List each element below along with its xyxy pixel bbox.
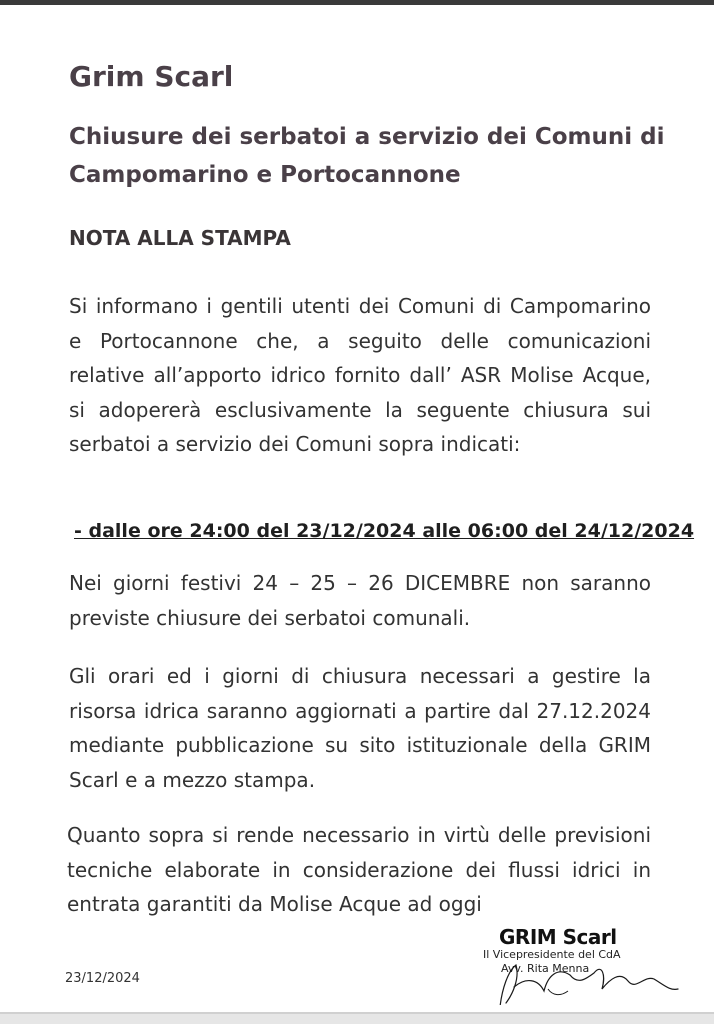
stamp-name: Avv. Rita Menna xyxy=(501,962,590,975)
page-bottom-border xyxy=(0,1014,714,1024)
paragraph-intro: Si informano i gentili utenti dei Comuni di Campomarino e Portocannone che, a seguito delle comunicazioni relative all’apporto idrico fornito dall’ ASR Molise Acque, si adopererà esclusivamente la seguente chiusura sui serbatoi a servizio dei Comuni sopra indicati: xyxy=(69,294,651,456)
document-date: 23/12/2024 xyxy=(65,971,140,986)
paragraph-holidays: Nei giorni festivi 24 – 25 – 26 DICEMBRE non saranno previste chiusure dei serbatoi comunali. xyxy=(69,571,651,630)
paragraph-updates: Gli orari ed i giorni di chiusura necessari a gestire la risorsa idrica saranno aggiornati a partire dal 27.12.2024 mediante pubblicazione su sito istituzionale della GRIM Scarl e a mezzo stampa. xyxy=(69,664,651,792)
press-note-label: NOTA ALLA STAMPA xyxy=(69,226,291,250)
handwritten-signature-icon xyxy=(478,945,688,1005)
organization-heading: Grim Scarl xyxy=(69,60,234,93)
document-title: Chiusure dei serbatoi a servizio dei Comuni di Campomarino e Portocannone xyxy=(69,124,665,188)
stamp-organization: GRIM Scarl xyxy=(499,925,617,949)
signature-stamp xyxy=(478,925,688,1005)
paragraph-reason: Quanto sopra si rende necessario in virtù delle previsioni tecniche elaborate in considerazione dei flussi idrici in entrata garantiti da Molise Acque ad oggi xyxy=(67,823,651,916)
page-top-border xyxy=(0,0,714,5)
stamp-role: Il Vicepresidente del CdA xyxy=(483,948,621,961)
closure-schedule: - dalle ore 24:00 del 23/12/2024 alle 06:00 del 24/12/2024 xyxy=(74,520,695,542)
